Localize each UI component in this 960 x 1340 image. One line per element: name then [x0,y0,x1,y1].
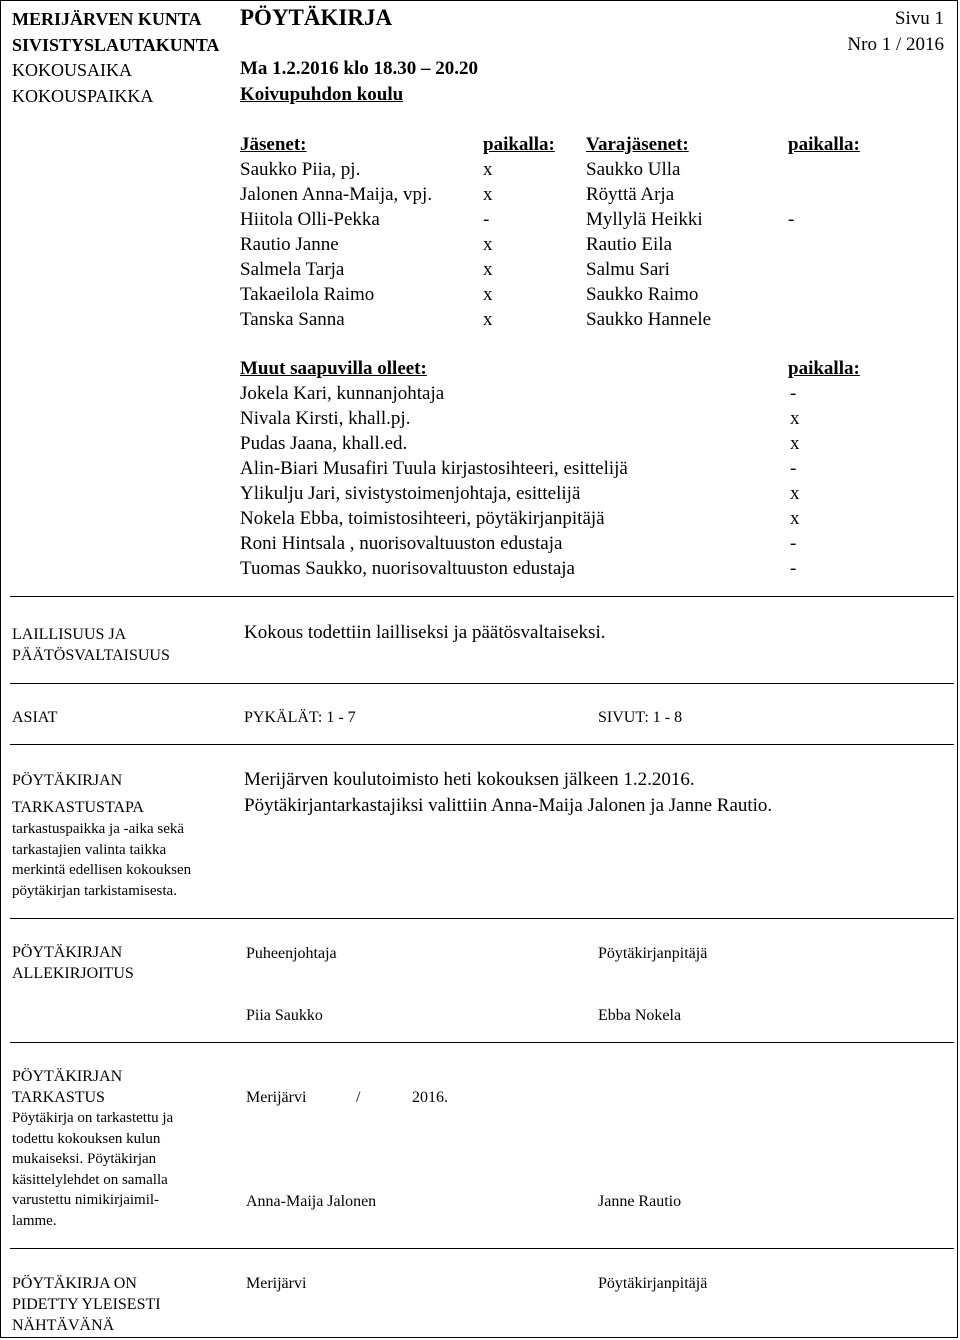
inspection-year: 2016. [412,1089,448,1106]
divider [10,918,954,919]
inspection-place: Merijärvi [246,1089,307,1106]
divider [10,744,954,745]
member-present: x [483,259,493,280]
inspection-label-1: PÖYTÄKIRJAN [12,1068,123,1085]
display-label-2: PIDETTY YLEISESTI [12,1296,161,1313]
members-header: Jäsenet: [240,134,307,155]
inspection-note [12,1108,173,1231]
member-name: Takaeilola Raimo [240,284,375,305]
inspector-1-name: Anna-Maija Jalonen [246,1193,377,1210]
deputy-name: Saukko Raimo [586,284,699,305]
meeting-time-label: KOKOUSAIKA [12,60,132,80]
member-name: Tanska Sanna [240,309,345,330]
member-present: x [483,284,493,305]
protocol-number: Nro 1 / 2016 [847,34,944,55]
secretary-title: Pöytäkirjanpitäjä [598,945,708,962]
other-name: Nivala Kirsti, khall.pj. [240,408,411,429]
legality-label-1: LAILLISUUS JA [12,626,127,643]
deputy-present-header: paikalla: [788,134,860,155]
deputy-name: Saukko Hannele [586,309,712,330]
other-present: - [790,458,797,479]
review-label-1: PÖYTÄKIRJAN [12,772,123,789]
chair-title: Puheenjohtaja [246,945,337,962]
legality-label-2: PÄÄTÖSVALTAISUUS [12,647,170,664]
inspection-date-slash: / [356,1089,361,1106]
member-name: Rautio Janne [240,234,339,255]
review-note-line: tarkastuspaikka ja -aika sekä [12,821,185,837]
meeting-time-value: Ma 1.2.2016 klo 18.30 – 20.20 [240,58,479,79]
display-label-1: PÖYTÄKIRJA ON [12,1275,137,1292]
divider [10,596,954,597]
member-name: Saukko Piia, pj. [240,159,361,180]
other-present: - [790,558,797,579]
other-present: - [790,383,797,404]
matters-pages: SIVUT: 1 - 8 [598,709,683,726]
divider [10,683,954,684]
chair-name: Piia Saukko [246,1007,323,1024]
inspection-note-line: todettu kokouksen kulun [12,1130,161,1147]
inspection-label-2: TARKASTUS [12,1089,105,1106]
inspection-note-line: lamme. [12,1212,57,1229]
review-note-line: tarkastajien valinta taikka [12,841,167,858]
review-text-2: Pöytäkirjantarkastajiksi valittiin Anna-Maija Jalonen ja Janne Rautio. [244,795,773,816]
other-present: x [790,433,800,454]
member-name: Salmela Tarja [240,259,345,280]
meeting-place-value: Koivupuhdon koulu [240,84,404,105]
deputy-name: Myllylä Heikki [586,209,703,230]
member-present: x [483,309,493,330]
display-keeper: Pöytäkirjanpitäjä [598,1275,708,1292]
member-present: x [483,184,493,205]
legality-text: Kokous todettiin lailliseksi ja päätösvaltaiseksi. [244,622,606,643]
review-note-line: merkintä edellisen kokouksen [12,862,192,878]
deputies-header: Varajäsenet: [586,134,689,155]
others-header: Muut saapuvilla olleet: [240,358,427,379]
deputy-name: Rautio Eila [586,234,673,255]
other-present: x [790,508,800,529]
display-label-3: NÄHTÄVÄNÄ [12,1317,115,1334]
other-name: Pudas Jaana, khall.ed. [240,433,408,454]
other-present: - [790,533,797,554]
doc-title: PÖYTÄKIRJA [240,5,393,30]
member-name: Hiitola Olli-Pekka [240,209,380,230]
secretary-name: Ebba Nokela [598,1007,682,1024]
page-number: Sivu 1 [894,8,944,29]
other-name: Alin-Biari Musafiri Tuula kirjastosihteeri, esittelijä [240,458,628,479]
signatures-label-1: PÖYTÄKIRJAN [12,944,123,961]
dept-name: SIVISTYSLAUTAKUNTA [12,35,220,55]
other-present: x [790,483,800,504]
other-name: Nokela Ebba, toimistosihteeri, pöytäkirjanpitäjä [240,508,605,529]
other-name: Tuomas Saukko, nuorisovaltuuston edustaja [240,558,575,579]
inspector-2-name: Janne Rautio [598,1193,682,1210]
other-name: Ylikulju Jari, sivistystoimenjohtaja, esittelijä [240,483,581,504]
matters-label: ASIAT [12,709,58,726]
member-present: x [483,234,493,255]
divider [10,1248,954,1249]
org-name: MERIJÄRVEN KUNTA [12,9,202,29]
signatures-label-2: ALLEKIRJOITUS [12,965,134,982]
member-name: Jalonen Anna-Maija, vpj. [240,184,433,205]
review-note [12,819,191,901]
review-note-line: pöytäkirjan tarkistamisesta. [12,882,177,899]
others-present-header: paikalla: [788,358,860,379]
deputy-name: Röyttä Arja [586,184,675,205]
member-present: - [483,209,490,230]
matters-sections: PYKÄLÄT: 1 - 7 [244,709,356,726]
member-present: x [483,159,493,180]
inspection-note-line: mukaiseksi. Pöytäkirjan [12,1151,157,1167]
meeting-place-label: KOKOUSPAIKKA [12,86,154,106]
other-name: Jokela Kari, kunnanjohtaja [240,383,445,404]
review-text-1: Merijärven koulutoimisto heti kokouksen jälkeen 1.2.2016. [244,769,695,790]
other-name: Roni Hintsala , nuorisovaltuuston edustaja [240,533,563,554]
deputy-name: Salmu Sari [586,259,670,280]
inspection-note-line: varustettu nimikirjaimil- [12,1192,160,1208]
display-place: Merijärvi [246,1275,307,1292]
present-header: paikalla: [483,134,555,155]
deputy-present: - [788,209,795,230]
divider [10,1042,954,1043]
inspection-note-line: käsittelylehdet on samalla [12,1171,168,1188]
deputy-name: Saukko Ulla [586,159,681,180]
review-label-2: TARKASTUSTAPA [12,799,144,816]
other-present: x [790,408,800,429]
inspection-note-line: Pöytäkirja on tarkastettu ja [12,1110,174,1126]
